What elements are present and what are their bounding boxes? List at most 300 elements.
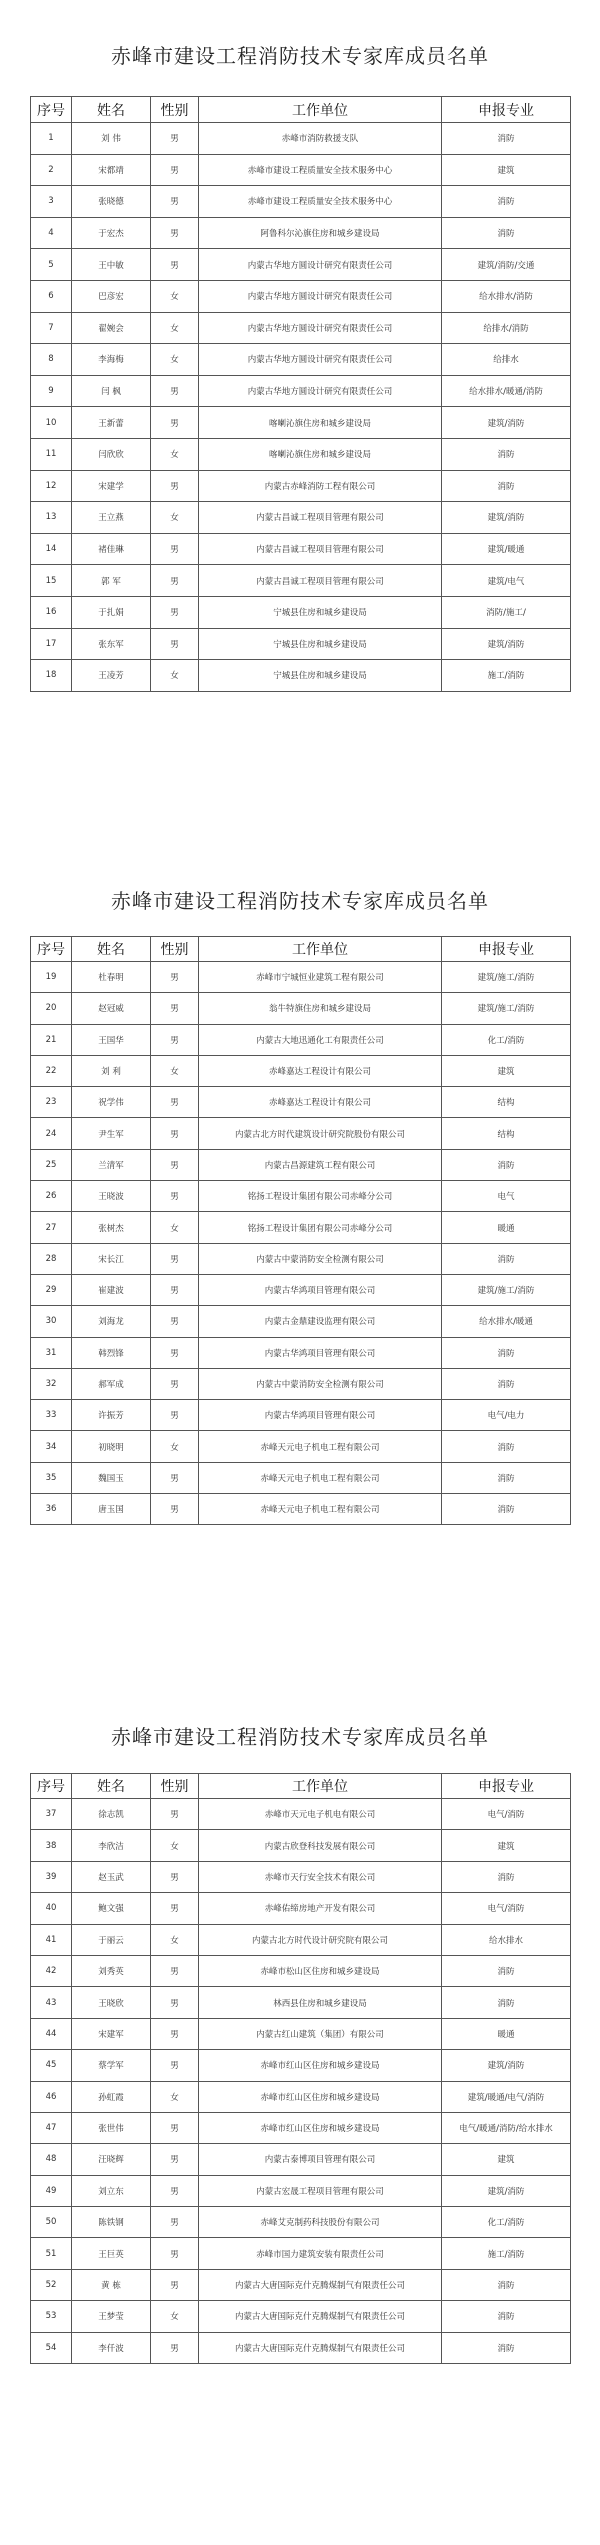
table-row: [31, 344, 571, 376]
cell-employer: 宁城县住房和城乡建设局: [199, 596, 442, 628]
cell-specialty: 建筑/电气: [442, 565, 571, 597]
table-row: [31, 1431, 571, 1462]
cell-employer: 内蒙古华地方圆设计研究有限责任公司: [199, 312, 442, 344]
cell-name: 赵玉武: [72, 1861, 151, 1892]
header-specialty: 申报专业: [442, 97, 571, 123]
cell-index: 37: [31, 1799, 72, 1830]
cell-name: 王凌芳: [72, 660, 151, 692]
cell-employer: 赤峰市国力建筑安装有限责任公司: [199, 2238, 442, 2269]
cell-specialty: 消防: [442, 217, 571, 249]
cell-index: 20: [31, 993, 72, 1024]
cell-employer: 内蒙古北方时代建筑设计研究院股份有限公司: [199, 1118, 442, 1149]
cell-name: 唐玉国: [72, 1494, 151, 1525]
cell-employer: 宁城县住房和城乡建设局: [199, 660, 442, 692]
cell-specialty: 消防: [442, 123, 571, 155]
table-row: [31, 1799, 571, 1830]
cell-specialty: 建筑/施工/消防: [442, 962, 571, 993]
cell-employer: 内蒙古金鼎建设监理有限公司: [199, 1306, 442, 1337]
expert-table: [30, 1773, 571, 2364]
cell-specialty: 电气/消防: [442, 1893, 571, 1924]
cell-index: 9: [31, 375, 72, 407]
cell-index: 13: [31, 502, 72, 534]
cell-index: 24: [31, 1118, 72, 1149]
cell-name: 尹生军: [72, 1118, 151, 1149]
cell-specialty: 消防: [442, 1243, 571, 1274]
cell-index: 18: [31, 660, 72, 692]
cell-index: 11: [31, 438, 72, 470]
cell-gender: 男: [151, 1955, 199, 1986]
cell-index: 33: [31, 1400, 72, 1431]
header-specialty: 申报专业: [442, 1774, 571, 1799]
cell-gender: 男: [151, 1987, 199, 2018]
table-row: [31, 533, 571, 565]
table-row: [31, 1118, 571, 1149]
cell-index: 50: [31, 2207, 72, 2238]
header-gender: 性别: [151, 1774, 199, 1799]
cell-employer: 赤峰市红山区住房和城乡建设局: [199, 2050, 442, 2081]
cell-gender: 男: [151, 596, 199, 628]
cell-name: 于丽云: [72, 1924, 151, 1955]
cell-name: 许振芳: [72, 1400, 151, 1431]
cell-name: 于扎娟: [72, 596, 151, 628]
header-name: 姓名: [72, 97, 151, 123]
cell-gender: 男: [151, 2112, 199, 2143]
cell-employer: 赤峰市建设工程质量安全技术服务中心: [199, 186, 442, 218]
table-row: [31, 1212, 571, 1243]
expert-table: [30, 96, 571, 692]
cell-index: 29: [31, 1274, 72, 1305]
cell-employer: 内蒙古中蒙消防安全检测有限公司: [199, 1368, 442, 1399]
cell-employer: 内蒙古大唐国际克什克腾煤制气有限责任公司: [199, 2301, 442, 2332]
cell-specialty: 结构: [442, 1087, 571, 1118]
cell-specialty: 结构: [442, 1118, 571, 1149]
cell-name: 汪晓辉: [72, 2144, 151, 2175]
cell-employer: 内蒙古华地方圆设计研究有限责任公司: [199, 344, 442, 376]
cell-name: 张世伟: [72, 2112, 151, 2143]
cell-name: 韩烈锋: [72, 1337, 151, 1368]
table-row: [31, 2112, 571, 2143]
cell-gender: 男: [151, 2144, 199, 2175]
table-row: [31, 1462, 571, 1493]
cell-name: 王晓欣: [72, 1987, 151, 2018]
cell-gender: 男: [151, 1799, 199, 1830]
cell-gender: 男: [151, 1462, 199, 1493]
cell-index: 42: [31, 1955, 72, 1986]
table-row: [31, 2238, 571, 2269]
cell-employer: 赤峰嘉达工程设计有限公司: [199, 1087, 442, 1118]
cell-index: 21: [31, 1024, 72, 1055]
table-row: [31, 628, 571, 660]
cell-index: 27: [31, 1212, 72, 1243]
cell-index: 7: [31, 312, 72, 344]
cell-index: 47: [31, 2112, 72, 2143]
cell-gender: 男: [151, 2175, 199, 2206]
cell-employer: 赤峰市宁城恒业建筑工程有限公司: [199, 962, 442, 993]
cell-gender: 男: [151, 154, 199, 186]
cell-employer: 赤峰市天元电子机电有限公司: [199, 1799, 442, 1830]
cell-name: 黄 栋: [72, 2269, 151, 2300]
cell-employer: 内蒙古昌诚工程项目管理有限公司: [199, 502, 442, 534]
cell-specialty: 建筑/消防: [442, 407, 571, 439]
table-row: [31, 2144, 571, 2175]
cell-employer: 喀喇沁旗住房和城乡建设局: [199, 438, 442, 470]
cell-gender: 男: [151, 1893, 199, 1924]
cell-specialty: 消防: [442, 1987, 571, 2018]
table-row: [31, 1400, 571, 1431]
table-row: [31, 1893, 571, 1924]
page-title: 赤峰市建设工程消防技术专家库成员名单: [111, 889, 489, 913]
cell-index: 6: [31, 280, 72, 312]
cell-gender: 女: [151, 2301, 199, 2332]
cell-index: 52: [31, 2269, 72, 2300]
cell-specialty: 建筑: [442, 1055, 571, 1086]
table-row: [31, 154, 571, 186]
table-row: [31, 1337, 571, 1368]
header-gender: 性别: [151, 97, 199, 123]
header-employer: 工作单位: [199, 937, 442, 962]
cell-gender: 男: [151, 2332, 199, 2363]
cell-index: 14: [31, 533, 72, 565]
cell-name: 王国华: [72, 1024, 151, 1055]
cell-employer: 赤峰天元电子机电工程有限公司: [199, 1494, 442, 1525]
cell-specialty: 消防: [442, 2332, 571, 2363]
cell-employer: 赤峰嘉达工程设计有限公司: [199, 1055, 442, 1086]
cell-name: 于宏杰: [72, 217, 151, 249]
cell-employer: 赤峰市天行安全技术有限公司: [199, 1861, 442, 1892]
cell-index: 32: [31, 1368, 72, 1399]
cell-index: 39: [31, 1861, 72, 1892]
table-row: [31, 1494, 571, 1525]
cell-name: 刘 伟: [72, 123, 151, 155]
cell-employer: 赤峰市建设工程质量安全技术服务中心: [199, 154, 442, 186]
cell-employer: 内蒙古华鸿项目管理有限公司: [199, 1337, 442, 1368]
cell-gender: 男: [151, 993, 199, 1024]
table-row: [31, 1181, 571, 1212]
cell-employer: 内蒙古红山建筑（集团）有限公司: [199, 2018, 442, 2049]
cell-employer: 铭扬工程设计集团有限公司赤峰分公司: [199, 1181, 442, 1212]
cell-name: 鲍文强: [72, 1893, 151, 1924]
cell-employer: 赤峰天元电子机电工程有限公司: [199, 1431, 442, 1462]
cell-specialty: 消防: [442, 1955, 571, 1986]
cell-specialty: 消防: [442, 1462, 571, 1493]
table-row: [31, 962, 571, 993]
cell-name: 王梦莹: [72, 2301, 151, 2332]
cell-index: 8: [31, 344, 72, 376]
cell-specialty: 施工/消防: [442, 2238, 571, 2269]
cell-index: 1: [31, 123, 72, 155]
cell-specialty: 消防: [442, 470, 571, 502]
cell-specialty: 消防/施工/: [442, 596, 571, 628]
cell-gender: 男: [151, 1861, 199, 1892]
cell-name: 宋建军: [72, 2018, 151, 2049]
cell-name: 李仟波: [72, 2332, 151, 2363]
header-name: 姓名: [72, 937, 151, 962]
cell-index: 3: [31, 186, 72, 218]
table-header-row: [31, 97, 571, 123]
cell-name: 杜春明: [72, 962, 151, 993]
cell-specialty: 电气/消防: [442, 1799, 571, 1830]
cell-index: 17: [31, 628, 72, 660]
cell-specialty: 电气/暖通/消防/给水排水: [442, 2112, 571, 2143]
table-header-row: [31, 937, 571, 962]
cell-employer: 内蒙古北方时代设计研究院有限公司: [199, 1924, 442, 1955]
header-index: 序号: [31, 937, 72, 962]
cell-specialty: 消防: [442, 186, 571, 218]
cell-specialty: 给水排水: [442, 1924, 571, 1955]
header-employer: 工作单位: [199, 1774, 442, 1799]
cell-name: 王立燕: [72, 502, 151, 534]
cell-specialty: 建筑: [442, 154, 571, 186]
cell-gender: 男: [151, 470, 199, 502]
table-row: [31, 186, 571, 218]
cell-specialty: 给水排水/暖通: [442, 1306, 571, 1337]
cell-specialty: 消防: [442, 1431, 571, 1462]
header-name: 姓名: [72, 1774, 151, 1799]
cell-name: 郭 军: [72, 565, 151, 597]
cell-specialty: 消防: [442, 1494, 571, 1525]
cell-name: 张东军: [72, 628, 151, 660]
cell-gender: 男: [151, 2050, 199, 2081]
cell-gender: 男: [151, 962, 199, 993]
cell-gender: 男: [151, 1087, 199, 1118]
cell-index: 45: [31, 2050, 72, 2081]
cell-gender: 男: [151, 565, 199, 597]
cell-index: 23: [31, 1087, 72, 1118]
cell-name: 魏国玉: [72, 1462, 151, 1493]
cell-specialty: 消防: [442, 1368, 571, 1399]
cell-specialty: 建筑/消防: [442, 2175, 571, 2206]
cell-gender: 女: [151, 1924, 199, 1955]
cell-employer: 内蒙古宏晟工程项目管理有限公司: [199, 2175, 442, 2206]
cell-index: 53: [31, 2301, 72, 2332]
cell-specialty: 建筑/消防/交通: [442, 249, 571, 281]
cell-gender: 男: [151, 1337, 199, 1368]
cell-employer: 内蒙古华鸿项目管理有限公司: [199, 1400, 442, 1431]
cell-gender: 女: [151, 280, 199, 312]
cell-employer: 赤峰市红山区住房和城乡建设局: [199, 2081, 442, 2112]
cell-index: 38: [31, 1830, 72, 1861]
cell-employer: 内蒙古昌诚工程项目管理有限公司: [199, 565, 442, 597]
cell-index: 35: [31, 1462, 72, 1493]
cell-index: 16: [31, 596, 72, 628]
table-row: [31, 2050, 571, 2081]
cell-name: 王巨英: [72, 2238, 151, 2269]
cell-name: 张树杰: [72, 1212, 151, 1243]
cell-employer: 赤峰佑缔房地产开发有限公司: [199, 1893, 442, 1924]
cell-index: 46: [31, 2081, 72, 2112]
cell-specialty: 电气/电力: [442, 1400, 571, 1431]
cell-name: 崔建波: [72, 1274, 151, 1305]
cell-specialty: 给排水: [442, 344, 571, 376]
cell-index: 51: [31, 2238, 72, 2269]
cell-index: 34: [31, 1431, 72, 1462]
cell-employer: 赤峰天元电子机电工程有限公司: [199, 1462, 442, 1493]
cell-employer: 喀喇沁旗住房和城乡建设局: [199, 407, 442, 439]
cell-name: 宋长江: [72, 1243, 151, 1274]
table-row: [31, 1055, 571, 1086]
cell-name: 祝学伟: [72, 1087, 151, 1118]
cell-employer: 内蒙古华地方圆设计研究有限责任公司: [199, 375, 442, 407]
cell-employer: 内蒙古昌诚工程项目管理有限公司: [199, 533, 442, 565]
cell-gender: 女: [151, 660, 199, 692]
cell-name: 刘 利: [72, 1055, 151, 1086]
cell-index: 2: [31, 154, 72, 186]
cell-name: 兰清军: [72, 1149, 151, 1180]
cell-gender: 女: [151, 1212, 199, 1243]
cell-index: 49: [31, 2175, 72, 2206]
cell-index: 10: [31, 407, 72, 439]
cell-name: 赵冠威: [72, 993, 151, 1024]
cell-name: 闫 枫: [72, 375, 151, 407]
table-row: [31, 2018, 571, 2049]
cell-employer: 内蒙古大唐国际克什克腾煤制气有限责任公司: [199, 2269, 442, 2300]
cell-employer: 阿鲁科尔沁旗住房和城乡建设局: [199, 217, 442, 249]
table-row: [31, 2301, 571, 2332]
header-gender: 性别: [151, 937, 199, 962]
table-row: [31, 249, 571, 281]
cell-gender: 女: [151, 2081, 199, 2112]
cell-specialty: 建筑/消防: [442, 2050, 571, 2081]
cell-employer: 内蒙古大唐国际克什克腾煤制气有限责任公司: [199, 2332, 442, 2363]
cell-employer: 翁牛特旗住房和城乡建设局: [199, 993, 442, 1024]
cell-gender: 男: [151, 1181, 199, 1212]
cell-name: 刘海龙: [72, 1306, 151, 1337]
table-row: [31, 565, 571, 597]
cell-index: 19: [31, 962, 72, 993]
cell-index: 22: [31, 1055, 72, 1086]
cell-specialty: 消防: [442, 2269, 571, 2300]
cell-name: 李欣洁: [72, 1830, 151, 1861]
cell-gender: 男: [151, 1400, 199, 1431]
cell-gender: 男: [151, 2269, 199, 2300]
cell-specialty: 施工/消防: [442, 660, 571, 692]
table-row: [31, 312, 571, 344]
table-row: [31, 1830, 571, 1861]
cell-gender: 女: [151, 1431, 199, 1462]
cell-employer: 内蒙古华地方圆设计研究有限责任公司: [199, 249, 442, 281]
cell-gender: 男: [151, 1243, 199, 1274]
table-header-row: [31, 1774, 571, 1799]
table-row: [31, 2207, 571, 2238]
cell-gender: 男: [151, 533, 199, 565]
cell-gender: 男: [151, 1118, 199, 1149]
cell-gender: 男: [151, 1494, 199, 1525]
table-row: [31, 1274, 571, 1305]
cell-index: 25: [31, 1149, 72, 1180]
cell-gender: 男: [151, 186, 199, 218]
cell-specialty: 消防: [442, 1337, 571, 1368]
cell-index: 26: [31, 1181, 72, 1212]
cell-name: 王新蕾: [72, 407, 151, 439]
cell-gender: 女: [151, 344, 199, 376]
table-row: [31, 1243, 571, 1274]
cell-gender: 男: [151, 1306, 199, 1337]
cell-specialty: 建筑/施工/消防: [442, 1274, 571, 1305]
cell-gender: 男: [151, 249, 199, 281]
cell-gender: 男: [151, 375, 199, 407]
cell-specialty: 给水排水/暖通/消防: [442, 375, 571, 407]
cell-specialty: 给排水/消防: [442, 312, 571, 344]
cell-index: 41: [31, 1924, 72, 1955]
cell-specialty: 消防: [442, 438, 571, 470]
cell-employer: 内蒙古欣登科技发展有限公司: [199, 1830, 442, 1861]
table-row: [31, 1087, 571, 1118]
cell-gender: 女: [151, 502, 199, 534]
cell-employer: 内蒙古赤峰消防工程有限公司: [199, 470, 442, 502]
cell-index: 28: [31, 1243, 72, 1274]
cell-specialty: 建筑/暖通/电气/消防: [442, 2081, 571, 2112]
header-index: 序号: [31, 1774, 72, 1799]
cell-specialty: 电气: [442, 1181, 571, 1212]
cell-index: 43: [31, 1987, 72, 2018]
cell-index: 5: [31, 249, 72, 281]
table-row: [31, 596, 571, 628]
page-title: 赤峰市建设工程消防技术专家库成员名单: [111, 1725, 489, 1749]
cell-gender: 男: [151, 2207, 199, 2238]
cell-name: 张晓德: [72, 186, 151, 218]
cell-gender: 男: [151, 123, 199, 155]
cell-name: 巴彦宏: [72, 280, 151, 312]
cell-gender: 男: [151, 407, 199, 439]
cell-index: 15: [31, 565, 72, 597]
table-row: [31, 1306, 571, 1337]
table-row: [31, 2269, 571, 2300]
cell-specialty: 暖通: [442, 2018, 571, 2049]
cell-name: 徐志凯: [72, 1799, 151, 1830]
cell-employer: 赤峰市消防救援支队: [199, 123, 442, 155]
cell-specialty: 消防: [442, 1861, 571, 1892]
cell-name: 王中敏: [72, 249, 151, 281]
expert-table: [30, 936, 571, 1525]
table-row: [31, 2081, 571, 2112]
table-row: [31, 2332, 571, 2363]
cell-employer: 铭扬工程设计集团有限公司赤峰分公司: [199, 1212, 442, 1243]
cell-employer: 赤峰艾克制药科技股份有限公司: [199, 2207, 442, 2238]
cell-specialty: 化工/消防: [442, 2207, 571, 2238]
cell-employer: 内蒙古华地方圆设计研究有限责任公司: [199, 280, 442, 312]
table-row: [31, 123, 571, 155]
table-row: [31, 375, 571, 407]
table-row: [31, 993, 571, 1024]
table-row: [31, 438, 571, 470]
table-row: [31, 2175, 571, 2206]
table-row: [31, 1149, 571, 1180]
table-row: [31, 470, 571, 502]
page-title: 赤峰市建设工程消防技术专家库成员名单: [111, 44, 489, 68]
cell-gender: 男: [151, 1149, 199, 1180]
cell-employer: 内蒙古昌源建筑工程有限公司: [199, 1149, 442, 1180]
cell-specialty: 暖通: [442, 1212, 571, 1243]
cell-index: 31: [31, 1337, 72, 1368]
table-row: [31, 502, 571, 534]
cell-index: 12: [31, 470, 72, 502]
cell-index: 48: [31, 2144, 72, 2175]
cell-name: 李海梅: [72, 344, 151, 376]
table-row: [31, 217, 571, 249]
cell-gender: 男: [151, 2238, 199, 2269]
cell-name: 褚佳琳: [72, 533, 151, 565]
cell-gender: 男: [151, 1274, 199, 1305]
cell-specialty: 消防: [442, 2301, 571, 2332]
cell-employer: 内蒙古中蒙消防安全检测有限公司: [199, 1243, 442, 1274]
table-row: [31, 1368, 571, 1399]
cell-specialty: 消防: [442, 1149, 571, 1180]
cell-name: 初晓明: [72, 1431, 151, 1462]
cell-name: 陈铁钢: [72, 2207, 151, 2238]
cell-index: 40: [31, 1893, 72, 1924]
table-row: [31, 1924, 571, 1955]
cell-specialty: 建筑/消防: [442, 502, 571, 534]
